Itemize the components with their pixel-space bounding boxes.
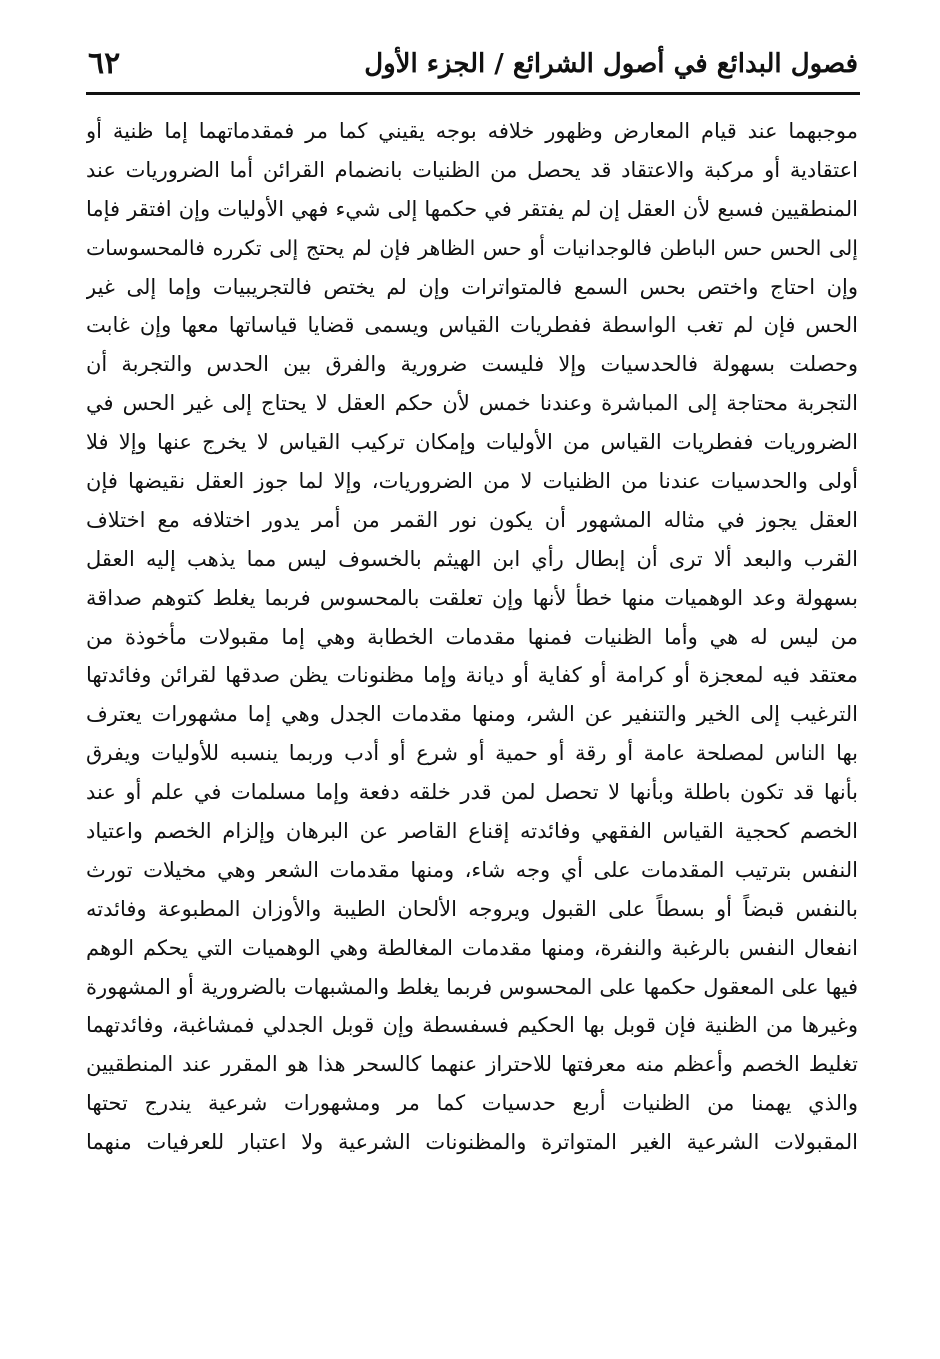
text-line: بسهولة وعد الوهميات منها خطأ لأنها وإن تعلقت بالمحسوس فربما يغلط كتوهم صداقة xyxy=(86,585,858,610)
text-line: بها الناس لمصلحة عامة أو رقة أو حمية أو شرع أو أدب وربما ينسبه للأوليات ويفرق xyxy=(86,741,858,766)
header-divider xyxy=(86,92,860,95)
text-line: انفعال النفس بالرغبة والنفرة، ومنها مقدمات المغالطة وهي الوهميات التي يحكم الوهم xyxy=(86,935,858,960)
page-header xyxy=(88,44,858,84)
text-line: موجبهما عند قيام المعارض وظهور خلافه بوجه يقيني كما مر فمقدماتهما إما ظنية أو xyxy=(86,119,858,143)
text-line: المنطقيين فسبع لأن العقل إن لم يفتقر في حكمها إلى شيء فهي الأوليات وإن افتقر فإما xyxy=(86,196,858,221)
text-line: إلى الحس حس الباطن فالوجدانيات أو حس الظاهر فإن لم يحتج إلى تكرره فالمحسوسات xyxy=(86,235,858,260)
text-line: الضروريات ففطريات القياس من الأوليات وإمكان تركيب القياس لا يخرج عنها وإلا فلا xyxy=(86,430,858,455)
text-line: وغيرها من الظنية فإن قوبل بها الحكيم فسفسطة وإن قوبل الجدلي فمشاغبة، وفائدتهما xyxy=(86,1013,858,1038)
text-line: النفس بترتيب المقدمات على أي وجه شاء، ومنها مقدمات الشعر وهي مخيلات تورث xyxy=(86,857,858,882)
running-title: فصول البدائع في أصول الشرائع / الجزء الأول xyxy=(364,49,858,79)
text-line: الحس فإن لم تغب الواسطة ففطريات القياس ويسمى قضايا قياساتها معها وإن غابت xyxy=(86,313,858,338)
text-line: بالنفس قبضاً أو بسطاً على القبول ويروجه الألحان الطيبة والأوزان المطبوعة وفائدته xyxy=(86,896,858,921)
text-line: القرب والبعد ألا ترى أن إبطال رأي ابن الهيثم بالخسوف ليس مما يذهب إليه العقل xyxy=(86,546,858,571)
text-line: بأنها قد تكون باطلة وبأنها لا تحصل لمن قدر خلقه دفعة وإما مسلمات في علم أو عند xyxy=(86,780,858,805)
text-line: وحصلت بسهولة فالحدسيات وإلا فليست ضرورية والفرق بين الحدس والتجربة أن xyxy=(86,352,858,377)
text-line: معتقد فيه لمعجزة أو كرامة أو كفاية أو ديانة وإما مظنونات يظن صدقها لقرائن وفائدتها xyxy=(86,663,858,688)
text-line: اعتقادية أو مركبة والاعتقاد قد يحصل من الظنيات بانضمام القرائن أما الضروريات عند xyxy=(86,157,858,182)
text-line: العقل يجوز في مثاله المشهور أن يكون نور القمر من أمر يدور اختلافه مع اختلاف xyxy=(86,507,858,532)
text-line: التجربة محتاجة إلى المباشرة وعندنا خمس لأن حكم العقل لا يحتاج إلى غير الحس في xyxy=(86,391,858,416)
text-line: تغليط الخصم وأعظم منه معرفتها للاحتراز عنهما كالسحر هذا هو المقرر عند المنطقيين xyxy=(86,1052,858,1077)
text-line: المقبولات الشرعية الغير المتواترة والمظنونات الشرعية ولا اعتبار للعرفيات منهما xyxy=(86,1130,858,1155)
text-line: وإن احتاج واختص بحس السمع فالمتواترات وإن لم يختص فالتجريبيات وإما إلى غير xyxy=(86,274,858,299)
text-line: أولى والحدسيات عندنا من الظنيات لا من الضروريات، وإلا لما جوز العقل نقيضها فإن xyxy=(86,469,858,494)
body-text xyxy=(86,112,858,1162)
text-line: الترغيب إلى الخير والتنفير عن الشر، ومنها مقدمات الجدل وهي إما مشهورات يعترف xyxy=(86,702,858,727)
text-line: فيها على المعقول حكمها على المحسوس فربما يغلط والمشبهات بالضرورية أو المشهورة xyxy=(86,974,858,999)
page-number: ٦٢ xyxy=(88,46,121,81)
text-line: والذي يهمنا من الظنيات أربع حدسيات كما مر ومشهورات شرعية يندرج تحتها xyxy=(86,1091,858,1116)
text-line: الخصم كحجية القياس الفقهي وفائدته إقناع القاصر عن البرهان وإلزام الخصم واعتياد xyxy=(86,819,858,844)
text-line: من ليس له هي وأما الظنيات فمنها مقدمات الخطابة وهي إما مقبولات مأخوذة من xyxy=(86,624,858,649)
